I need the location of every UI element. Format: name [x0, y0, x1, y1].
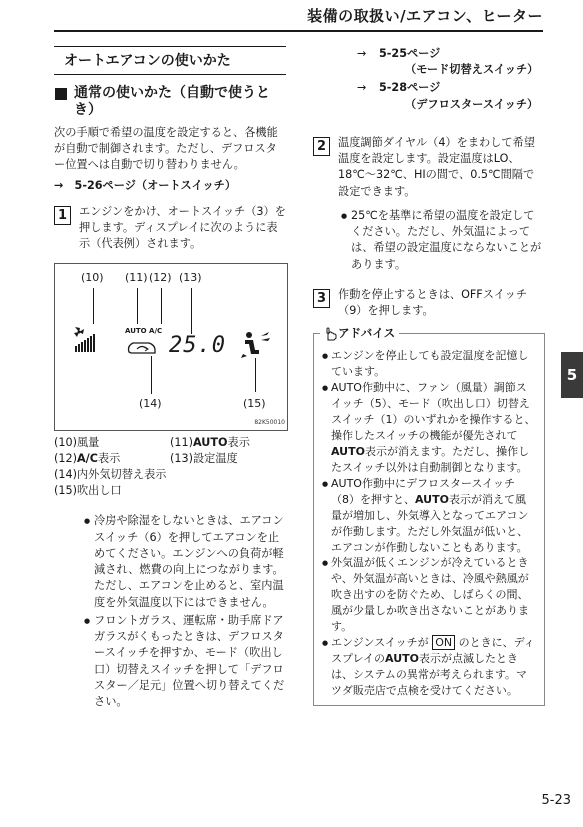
figure-code: 82K50010 — [254, 418, 285, 426]
step-1 — [54, 204, 286, 253]
advice-item-5: ● エンジンスイッチが ON のときに、ディスプレイのAUTO表示が点滅したときは、システムの異常が考えられます。マツダ販売店で点検を受けてください。 — [322, 635, 536, 699]
display-label-15: (15) — [243, 396, 266, 410]
step-3-number: 3 — [313, 289, 330, 308]
legend-13: (13)設定温度 — [170, 451, 238, 465]
display-label-10: (10) — [81, 270, 104, 284]
step-3-text: 作動を停止するときは、OFFスイッチ（9）を押します。 — [338, 287, 528, 318]
leader-line-10 — [93, 288, 94, 324]
leader-line-11 — [137, 288, 138, 324]
advice-title: アドバイス — [338, 326, 396, 341]
legend-15: (15)吹出し口 — [54, 484, 122, 498]
leader-line-14 — [151, 356, 152, 394]
reference-mode-switch: → 5-25ページ — [357, 47, 441, 60]
on-position-label: ON — [432, 635, 455, 650]
advice-item-2: ● AUTO作動中に、ファン（風量）調節スイッチ（5）、モード（吹出し口）切替えスイッチ（1）のいずれかを操作すると、操作したスイッチの機能が優先されてAUTO表示が消えます。ただし、操作したスイッチ以外は自動制御となります。 — [322, 380, 536, 476]
step-2 — [313, 135, 545, 200]
reference-defroster-switch-sub: （デフロスタースイッチ） — [405, 97, 539, 111]
page-header-title: 装備の取扱い/エアコン、ヒーター — [307, 7, 543, 25]
fan-speed-icon — [73, 326, 103, 356]
reference-defroster-switch: → 5-28ページ — [357, 81, 441, 95]
subsection-title — [54, 85, 286, 119]
advice-box — [313, 326, 545, 706]
display-label-11: (11) — [125, 270, 148, 284]
note-defroster: ● フロントガラス、運転席・助手席ドアガラスがくもったときは、デフロスタースイッチを押すか、モード（吹出し口）切替えスイッチを押して「デフロスター／足元」位置へ切り替えてください。 — [84, 613, 286, 710]
recirculation-icon — [125, 338, 159, 358]
advice-item-3: ● AUTO作動中にデフロスタースイッチ（8）を押すと、AUTO表示が消えて風量が増加し、外気導入となってエアコンが作動します。ただし外気温が低いと、エアコンが作動しないこともあります。 — [322, 476, 536, 556]
step-3 — [313, 287, 545, 319]
intro-text: 次の手順で希望の温度を設定すると、各機能が自動で制御されます。ただし、デフロスター位置へは自動で切り替わりません。 — [54, 125, 278, 172]
auto-ac-indicator: AUTO A/C — [125, 326, 163, 335]
display-legend — [54, 435, 286, 500]
advice-header — [320, 325, 399, 342]
square-bullet-icon — [55, 88, 67, 100]
display-diagram — [54, 263, 288, 431]
advice-item-1: ● エンジンを停止しても設定温度を記憶しています。 — [322, 348, 536, 380]
note-aircon-off: ● 冷房や除湿をしないときは、エアコンスイッチ（6）を押してエアコンを止めてください。エンジンへの負荷が軽減され、燃費の向上につながります。ただし、エアコンを止めると、室内温度を外気温度以下にはできません。 — [84, 513, 286, 610]
leader-line-13 — [191, 288, 192, 334]
set-temperature-readout: 25.0 — [169, 332, 226, 358]
step-2-text: 温度調節ダイヤル（4）をまわして希望温度を設定します。設定温度はLO、18℃〜32℃、HIの間で、0.5℃間隔で設定できます。 — [338, 135, 535, 198]
legend-14: (14)内外気切替え表示 — [54, 468, 167, 481]
page-number: 5-23 — [541, 793, 571, 809]
legend-11: (11)AUTO表示 — [170, 435, 250, 449]
chapter-tab: 5 — [561, 352, 583, 398]
right-column — [313, 46, 545, 706]
legend-10: (10)風量 — [54, 435, 100, 449]
step-2-number: 2 — [313, 137, 330, 156]
step-2-notes — [341, 208, 545, 273]
leader-line-12 — [161, 288, 162, 324]
intro-reference: → 5-26ページ（オートスイッチ） — [54, 178, 237, 192]
step-1-number: 1 — [54, 206, 71, 225]
display-label-13: (13) — [179, 270, 202, 284]
step-1-text: エンジンをかけ、オートスイッチ（3）を押します。ディスプレイに次のように表示（代表例）されます。 — [79, 204, 286, 251]
section-title: オートエアコンの使いかた — [54, 46, 286, 75]
left-notes — [84, 513, 286, 710]
legend-12: (12)A/C表示 — [54, 451, 121, 465]
pointing-hand-icon — [324, 327, 338, 341]
display-label-12: (12) — [149, 270, 172, 284]
note-base-temperature: ● 25℃を基準に希望の温度を設定してください。ただし、外気温によっては、希望の設定温度にならないことがあります。 — [341, 208, 545, 273]
airflow-mode-icon — [241, 330, 273, 358]
left-column — [54, 46, 286, 712]
leader-line-15 — [255, 358, 256, 392]
header-rule — [54, 30, 543, 32]
advice-item-4: ● 外気温が低くエンジンが冷えているときや、外気温が高いときは、冷風や熱風が吹き出すのを防ぐため、しばらくの間、風が少量しか吹き出さないことがあります。 — [322, 555, 536, 635]
reference-mode-switch-sub: （モード切替えスイッチ） — [405, 63, 539, 77]
subsection-title-text: 通常の使いかた（自動で使うとき） — [74, 85, 270, 119]
display-label-14: (14) — [139, 396, 162, 410]
